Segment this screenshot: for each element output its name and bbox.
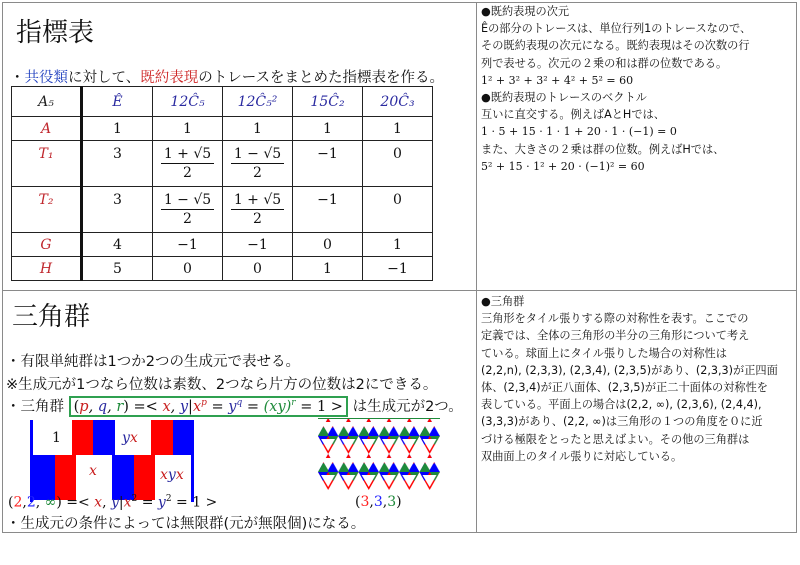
table-cell: −1 (153, 233, 223, 257)
text-prefix: ・三角群 (6, 399, 64, 415)
note-triangle-group (481, 293, 778, 465)
var-y: y (179, 399, 189, 415)
note-line: 三角形をタイル張りする際の対称性を表す。ここでの (481, 312, 749, 326)
cap-333-b: 3 (373, 494, 383, 510)
note-line: 体、(2,3,4)が正八面体、(2,3,5)が正二十面体の対称性を (481, 381, 768, 395)
term-conjugacy-class: 共役類 (24, 70, 68, 86)
table-cell-fraction (223, 187, 293, 233)
column-divider (476, 2, 477, 533)
equation-order-sum: 1² + 3² + 3² + 4² + 5² = 60 (481, 73, 634, 87)
note-line: 定義では、全体の三角形の半分の三角形について考え (481, 329, 750, 343)
table-cell: 1 (153, 117, 223, 141)
table-cell: 0 (293, 233, 363, 257)
exp-q: q (236, 398, 243, 409)
table-cell: 1 (363, 233, 433, 257)
table-cell-fraction (223, 141, 293, 187)
row-label: A (12, 117, 82, 141)
var-r: r (116, 399, 124, 415)
table-cell: 3 (82, 187, 153, 233)
table-cell: 0 (153, 257, 223, 281)
table-cell: 1 (293, 117, 363, 141)
fraction-numerator: 1 − √5 (161, 191, 214, 210)
table-row (12, 141, 433, 187)
column-header: Ê (82, 87, 153, 117)
exp-r: r (291, 398, 296, 409)
bullet: ・ (10, 70, 25, 86)
fraction-numerator: 1 + √5 (231, 191, 284, 210)
triangle-tiling-333 (318, 418, 440, 490)
formula-bar: | (188, 399, 193, 415)
strip-label-xyx: xyx (160, 467, 184, 483)
table-cell: 5 (82, 257, 153, 281)
note-line: 双曲面上のタイル張りに対応している。 (481, 449, 683, 463)
fraction-denominator: 2 (253, 165, 262, 181)
note-line: 表している。平面上の場合は(2,2, ∞), (2,3,6), (2,4,4), (481, 398, 762, 412)
note-line: づける極限をとったと思えばよい。その他の三角群は (481, 432, 750, 446)
intro-text: に対して、 (68, 70, 141, 86)
fraction-numerator: 1 − √5 (231, 145, 284, 164)
intro-text-2: のトレースをまとめた指標表を作る。 (198, 70, 444, 86)
table-cell-fraction (153, 187, 223, 233)
note-heading: ●既約表現のトレースのベクトル (481, 91, 647, 105)
note-line: 互いに直交する。例えばAとHでは、 (481, 108, 665, 122)
table-row (12, 233, 433, 257)
term-irreducible-representation: 既約表現 (140, 70, 199, 86)
formula-tail: = 1 > (295, 399, 343, 415)
triangle-group-formula: (p, q, r) =< x, $y|x^p = y^q = (xy)^r = 1$ > (69, 396, 348, 417)
table-cell: 1 (293, 257, 363, 281)
table-row (12, 187, 433, 233)
column-header: 12Ĉ₅ (153, 87, 223, 117)
var-q: q (97, 399, 108, 415)
character-table (11, 86, 433, 281)
column-header: 15Ĉ₂ (293, 87, 363, 117)
table-cell: 3 (82, 141, 153, 187)
text-suffix: は生成元が2つ。 (352, 399, 463, 415)
note-line: (3,3,3)があり、(2,2, ∞)は三角形の１つの角度を０に近 (481, 415, 763, 429)
note-line: 列で表せる。次元の２乗の和は群の位数である。 (481, 56, 728, 70)
table-cell-fraction (153, 141, 223, 187)
label-x: x (89, 463, 97, 479)
var-p: p (79, 399, 89, 415)
fraction-denominator: 2 (183, 211, 192, 227)
var-x-pow: $x^p$ (192, 398, 207, 415)
caption-infinite-dihedral: (2,2, ∞) =< x, $y|x^2 = y^2 = 1$ > (8, 494, 218, 511)
fraction-denominator: 2 (183, 165, 192, 181)
note-line: Êの部分のトレースは、単位行列1のトレースなので、 (481, 22, 752, 36)
table-header-row (12, 87, 433, 117)
formula-eq: ) =< (123, 399, 163, 415)
text-line: ※生成元が1つなら位数は素数、2つなら片方の位数は2にできる。 (6, 377, 438, 393)
strip-label-yx: yx (122, 430, 138, 446)
var-xy-pow (264, 399, 296, 415)
cap-333-c: 3 (387, 494, 397, 510)
cap-c: ∞ (44, 494, 57, 511)
row-label: T₂ (12, 187, 82, 233)
exp-p: p (201, 398, 207, 409)
table-cell: 1 (223, 117, 293, 141)
table-cell: −1 (293, 141, 363, 187)
row-label: T₁ (12, 141, 82, 187)
row-label: G (12, 233, 82, 257)
table-row (12, 257, 433, 281)
text-line: ・生成元の条件によっては無限群(元が無限個)になる。 (6, 516, 366, 532)
text-line: ・有限単純群は1つか2つの生成元で表せる。 (6, 354, 300, 370)
row-divider (2, 290, 797, 291)
note-line: (2,2,n), (2,3,3), (2,3,4), (2,3,5)があり、(2,3,3)が正四面 (481, 363, 778, 377)
table-cell: 0 (363, 141, 433, 187)
cap-333-a: 3 (360, 494, 370, 510)
section-title-character-table: 指標表 (16, 18, 95, 48)
cap-b: 2 (26, 494, 36, 511)
section-title-triangle-group: 三角群 (12, 302, 91, 332)
table-cell: −1 (293, 187, 363, 233)
strip-label-identity: 1 (52, 430, 61, 446)
triangle-group-definition-line (6, 395, 463, 417)
fraction-numerator: 1 + √5 (161, 145, 214, 164)
table-cell: 0 (363, 187, 433, 233)
table-cell: 4 (82, 233, 153, 257)
column-header: 20Ĉ₃ (363, 87, 433, 117)
formula-eq2: = (206, 399, 229, 415)
table-cell: 1 (82, 117, 153, 141)
note-irreducible-dimension (481, 3, 751, 175)
caption-333: (3,3,3) (355, 494, 402, 510)
note-heading: ●三角群 (481, 295, 525, 308)
table-corner: A₅ (12, 87, 82, 117)
note-line: その既約表現の次元になる。既約表現はその次数の行 (481, 39, 750, 53)
equation-orthogonality: 1 · 5 + 15 · 1 · 1 + 20 · 1 · (−1) = 0 (481, 125, 677, 139)
table-cell: 1 (363, 117, 433, 141)
table-cell: 0 (223, 257, 293, 281)
cap-a: 2 (13, 494, 23, 511)
note-heading: ●既約表現の次元 (481, 5, 570, 18)
formula-eq3: = (242, 399, 264, 415)
var-x: x (162, 399, 171, 415)
table-cell: −1 (363, 257, 433, 281)
note-line: また、大きさの２乗は群の位数。例えばHでは、 (481, 142, 725, 156)
row-label: H (12, 257, 82, 281)
intro-line (10, 66, 444, 87)
strip-label-x (89, 463, 97, 479)
table-row (12, 117, 433, 141)
table-cell: −1 (223, 233, 293, 257)
note-line: ている。球面上にタイル張りした場合の対称性は (481, 346, 727, 360)
column-header: 12Ĉ₅² (223, 87, 293, 117)
equation-norm: 5² + 15 · 1² + 20 · (−1)² = 60 (481, 159, 645, 173)
fraction-denominator: 2 (253, 211, 262, 227)
xy: (xy) (263, 399, 292, 415)
var-y-pow: $y^q$ (228, 398, 243, 415)
